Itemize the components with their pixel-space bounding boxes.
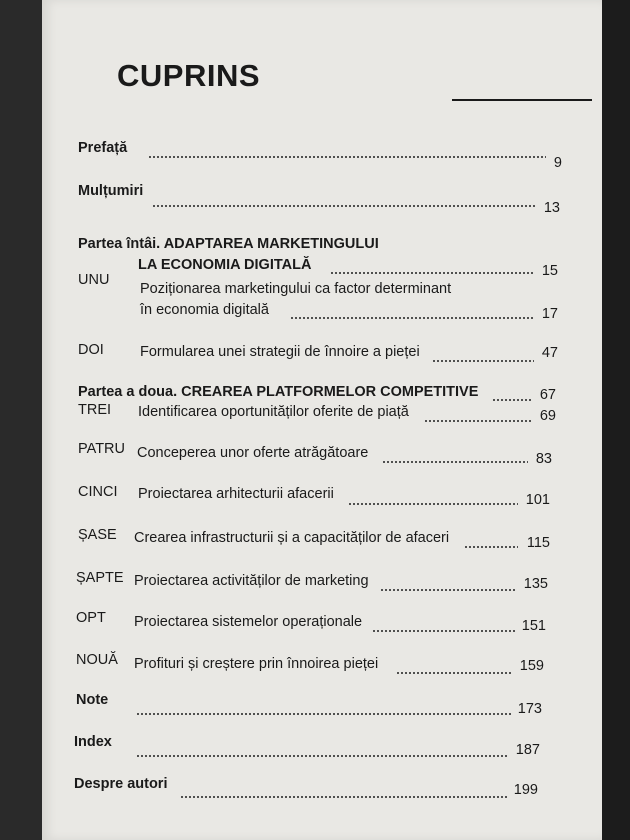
leader-dots xyxy=(148,156,546,158)
chapter-title: Proiectarea sistemelor operaționale xyxy=(134,614,363,630)
leader-dots xyxy=(464,546,518,548)
chapter-title: Poziționarea marketingului ca factor determinant xyxy=(140,281,452,297)
leader-dots xyxy=(348,503,518,505)
toc-label: Mulțumiri xyxy=(78,183,144,199)
chapter-title: Formularea unei strategii de înnoire a pieței xyxy=(140,344,420,360)
chapter-title: Proiectarea arhitecturii afacerii xyxy=(138,486,334,502)
leader-dots xyxy=(380,589,516,591)
leader-dots xyxy=(372,630,516,632)
toc-page-number: 15 xyxy=(541,263,558,279)
leader-dots xyxy=(330,272,534,274)
page-title: CUPRINS xyxy=(117,58,261,93)
chapter-title: Crearea infrastructurii și a capacităților de afaceri xyxy=(134,530,450,546)
toc-page-number: 159 xyxy=(519,658,544,674)
chapter-title: Profituri și creștere prin înnoirea pieței xyxy=(134,656,379,672)
chapter-number: OPT xyxy=(76,610,106,626)
toc-page-number: 199 xyxy=(513,782,538,798)
toc-page-number: 173 xyxy=(517,701,542,717)
leader-dots xyxy=(492,399,532,401)
leader-dots xyxy=(432,360,534,362)
toc-page-number: 47 xyxy=(541,345,558,361)
chapter-title: Conceperea unor oferte atrăgătoare xyxy=(137,445,369,461)
leader-dots xyxy=(424,420,532,422)
toc-page-number: 115 xyxy=(526,535,550,551)
chapter-title-continued: în economia digitală xyxy=(140,302,269,318)
toc-page-number: 67 xyxy=(539,387,556,403)
toc-label: Partea întâi. ADAPTAREA MARKETINGULUI xyxy=(78,236,379,252)
toc-page-number: 151 xyxy=(521,618,546,634)
toc-label: Prefață xyxy=(78,140,128,156)
leader-dots xyxy=(136,755,508,757)
chapter-number: UNU xyxy=(78,272,110,288)
chapter-number: ȘASE xyxy=(78,527,117,543)
toc-label: Partea a doua. CREAREA PLATFORMELOR COMPETITIVE xyxy=(78,384,479,400)
toc-page-number: 17 xyxy=(541,306,558,322)
chapter-number: NOUĂ xyxy=(76,652,118,668)
leader-dots xyxy=(396,672,512,674)
toc-page-number: 69 xyxy=(539,408,556,424)
toc-page-number: 13 xyxy=(543,200,560,216)
leader-dots xyxy=(180,796,508,798)
toc-page-number: 9 xyxy=(553,155,562,171)
toc-page-number: 187 xyxy=(515,742,540,758)
chapter-number: ȘAPTE xyxy=(76,570,124,586)
toc-page-number: 83 xyxy=(535,451,552,467)
leader-dots xyxy=(290,317,534,319)
leader-dots xyxy=(152,205,536,207)
title-rule xyxy=(452,99,592,101)
toc-label: Despre autori xyxy=(74,776,168,792)
chapter-number: TREI xyxy=(78,402,112,418)
toc-label-continued: LA ECONOMIA DIGITALĂ xyxy=(138,257,312,273)
toc-label: Note xyxy=(76,692,109,708)
chapter-title: Proiectarea activităților de marketing xyxy=(134,573,369,589)
page-edge-shadow xyxy=(602,0,630,840)
chapter-title: Identificarea oportunităților oferite de piață xyxy=(138,404,409,420)
chapter-number: PATRU xyxy=(78,441,125,457)
chapter-number: DOI xyxy=(78,342,104,358)
toc-label: Index xyxy=(74,734,112,750)
chapter-number: CINCI xyxy=(78,484,118,500)
toc-page-number: 135 xyxy=(523,576,548,592)
toc-page-number: 101 xyxy=(525,492,550,508)
leader-dots xyxy=(136,713,512,715)
leader-dots xyxy=(382,461,528,463)
